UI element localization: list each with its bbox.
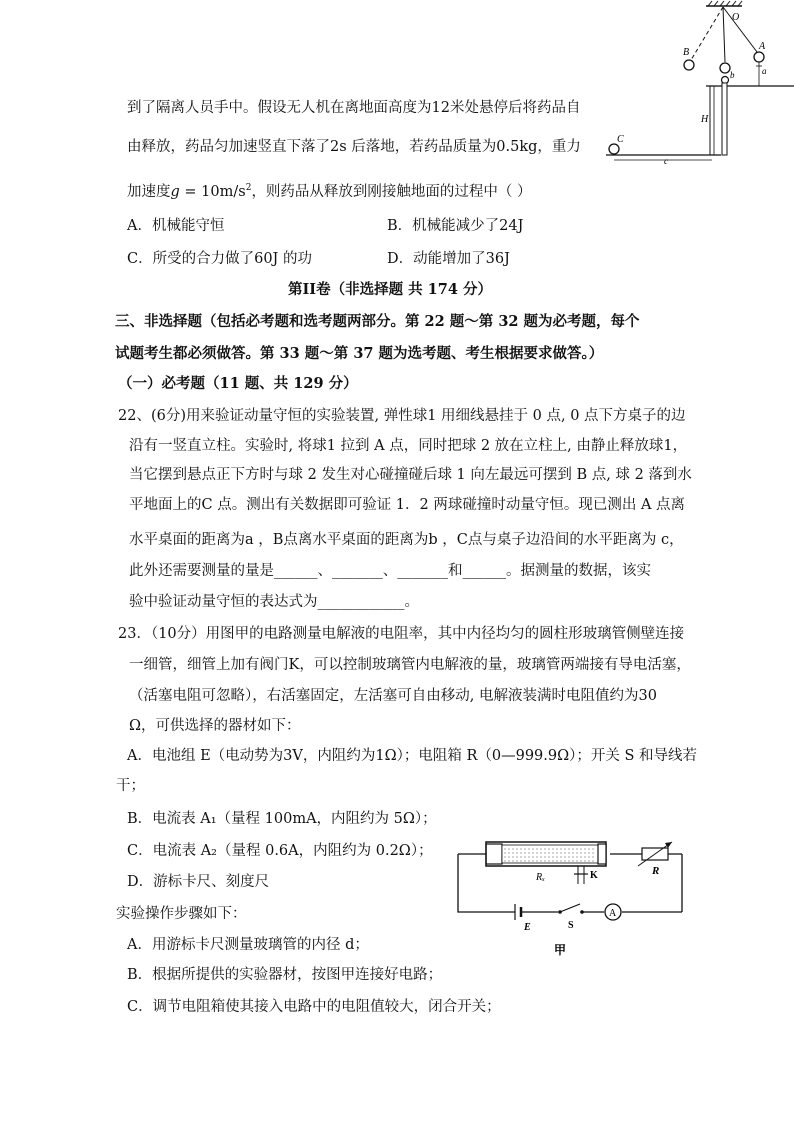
q23-item-c: C．电流表 A₂（量程 0.6A，内阻约为 0.2Ω）；: [127, 843, 433, 859]
q23-item-d: D．游标卡尺、刻度尺: [127, 874, 270, 890]
q21-g-symbol: g: [170, 183, 180, 200]
label-O: O: [732, 12, 740, 23]
ball-A: [754, 52, 764, 62]
label-a: a: [762, 66, 767, 76]
label-B: B: [683, 47, 690, 58]
label-S: S: [568, 920, 574, 931]
q23-line: 23．（10分）用图甲的电路测量电解液的电阻率，其中内径均匀的圆柱形玻璃管侧壁连接: [118, 626, 685, 642]
part3-line2: 试题考生都必须做答。第 33 题～第 37 题为选考题、考生根据要求做答。）: [115, 345, 604, 362]
q21-g-exponent: 2: [245, 183, 252, 193]
label-c: c: [664, 156, 668, 165]
q21-line3-pre: 加速度: [127, 183, 171, 200]
q23-item-b: B．电流表 A₁（量程 100mA，内阻约为 5Ω）；: [127, 811, 437, 827]
label-R: R: [652, 865, 660, 877]
q23-step-b: B．根据所提供的实验器材，按图甲连接好电路；: [127, 967, 443, 983]
q23-item-a-line2: 干；: [116, 778, 145, 794]
label-E: E: [524, 922, 531, 933]
q23-line: Ω，可供选择的器材如下：: [129, 718, 301, 734]
q21-line2: 由释放，药品匀加速竖直下落了2s 后落地，若药品质量为0.5kg，重力: [127, 139, 581, 155]
q23-steps-title: 实验操作步骤如下：: [116, 906, 247, 922]
q22-line: 当它摆到悬点正下方时与球 2 发生对心碰撞碰后球 1 向左最远可摆到 B 点, 球 2 落到水: [129, 467, 692, 483]
q23-line: 一细管，细管上加有阀门K，可以控制玻璃管内电解液的量，玻璃管两端接有导电活塞，: [129, 657, 691, 673]
label-ammeter: A: [609, 908, 617, 919]
label-K: K: [590, 870, 598, 881]
q21-line3-post: ，则药品从释放到刚接触地面的过程中（ ）: [251, 183, 532, 200]
q23-item-a-line1: A．电池组 E（电动势为3V，内阻约为1Ω）；电阻箱 R（0—999.9Ω）；开关 S 和导线若: [127, 748, 698, 764]
q23-line: （活塞电阻可忽略），右活塞固定，左活塞可自由移动, 电解液装满时电阻值约为30: [129, 688, 657, 704]
label-b: b: [730, 70, 735, 80]
section-title: 第II卷（非选择题 共 174 分）: [288, 281, 492, 298]
ball-B: [684, 60, 694, 70]
part3-line1: 三、非选择题（包括必考题和选考题两部分。第 22 题～第 32 题为必考题，每个: [115, 313, 640, 330]
q22-line: 22、(6分)用来验证动量守恒的实验装置, 弹性球1 用细线悬挂于 0 点, 0 点下方桌子的边: [118, 408, 686, 424]
q22-line: 验中验证动量守恒的表达式为____________。: [129, 594, 419, 610]
ball-C: [609, 144, 619, 154]
q21-line1: 到了隔离人员手中。假设无人机在离地面高度为12米处悬停后将药品自: [127, 100, 581, 116]
label-H: H: [701, 114, 709, 125]
q22-line: 平地面上的C 点。测出有关数据即可验证 1．2 两球碰撞时动量守恒。现已测出 A 点离: [129, 497, 686, 513]
q23-step-a: A．用游标卡尺测量玻璃管的内径 d；: [127, 937, 369, 953]
q23-step-c: C．调节电阻箱使其接入电路中的电阻值较大，闭合开关；: [127, 999, 501, 1015]
q21-option-c: C．所受的合力做了60J 的功: [127, 251, 312, 267]
label-Rx: Rₓ: [536, 872, 545, 883]
q21-line3: [127, 178, 532, 202]
q21-g-value: = 10m/s: [179, 183, 246, 200]
pendulum-figure: [596, 0, 794, 165]
part1-title: （一）必考题（11 题、共 129 分）: [118, 375, 358, 392]
q21-option-a: A．机械能守恒: [127, 218, 225, 234]
circuit-caption: 甲: [554, 943, 567, 957]
q22-line: 此外还需要测量的量是______、_______、_______和______。据测量的数据，该实: [129, 563, 651, 579]
q22-line: 沿有一竖直立柱。实验时, 将球1 拉到 A 点，同时把球 2 放在立柱上, 由静止释放球1，: [129, 438, 688, 454]
label-C: C: [617, 134, 624, 145]
label-A: A: [759, 41, 766, 52]
q21-option-d: D．动能增加了36J: [387, 251, 510, 267]
ball-2: [722, 77, 729, 84]
circuit-figure: [450, 830, 690, 962]
q21-option-b: B．机械能减少了24J: [387, 218, 524, 234]
q22-line: 水平桌面的距离为a ，B点离水平桌面的距离为b ，C点与桌子边沿间的水平距离为 c，: [129, 532, 684, 548]
ball-1: [720, 63, 730, 73]
